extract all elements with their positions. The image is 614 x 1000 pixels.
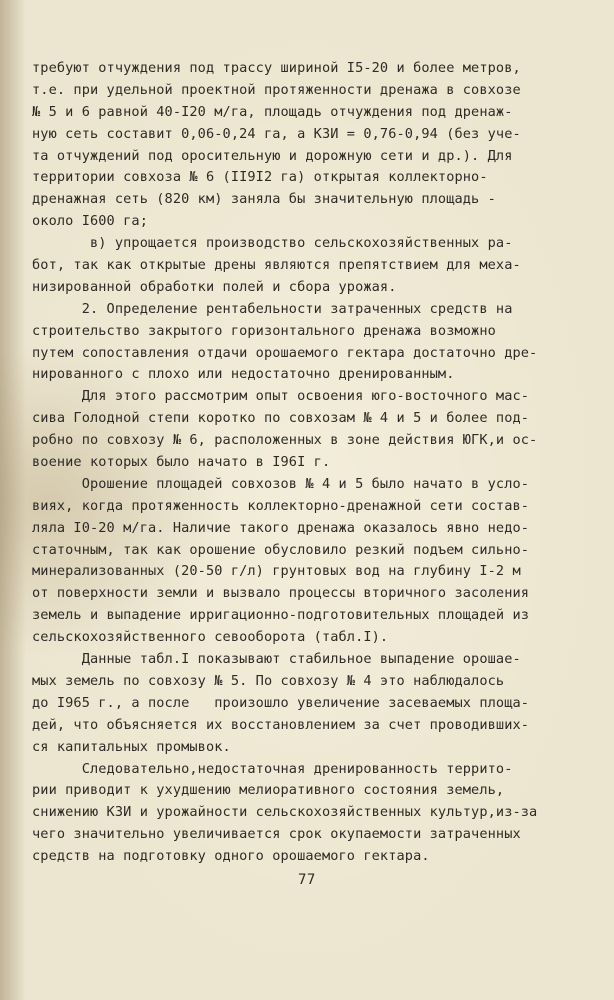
text-line: мых земель по совхозу № 5. По совхозу № 4 это наблюдалось	[32, 672, 505, 689]
text-line: бот, так как открытые дрены являются препятствием для меха-	[32, 257, 521, 274]
text-line: сельскохозяйственного севооборота (табл.I).	[32, 629, 389, 646]
text-line: 2. Определение рентабельности затраченных средств на	[32, 300, 513, 317]
text-line: Следовательно,недостаточная дренированность террито-	[32, 760, 513, 777]
text-line: от поверхности земли и вызвало процессы вторичного засоления	[32, 585, 530, 602]
text-line: виях, когда протяженность коллекторно-дренажной сети состав-	[32, 497, 530, 514]
text-line: в) упрощается производство сельскохозяйственных ра-	[32, 235, 513, 252]
text-line: Для этого рассмотрим опыт освоения юго-восточного мас-	[32, 388, 530, 405]
text-line: та отчуждений под оросительную и дорожную сети и др.). Для	[32, 147, 513, 164]
text-line: Данные табл.I показывают стабильное выпадение орошае-	[32, 651, 521, 668]
page-number: 77	[298, 872, 316, 888]
text-line: до I965 г., а после произошло увеличение засеваемых площа-	[32, 694, 530, 711]
text-line: ляла I0-20 м/га. Наличие такого дренажа оказалось явно недо-	[32, 519, 530, 536]
text-line: дренажная сеть (820 км) заняла бы значительную площадь -	[32, 191, 496, 208]
text-line: т.е. при удельной проектной протяженности дренажа в совхозе	[32, 81, 521, 98]
text-line: требуют отчуждения под трассу шириной I5-20 и более метров,	[32, 60, 521, 76]
text-line: путем сопоставления отдачи орошаемого гектара достаточно дре-	[32, 344, 538, 361]
text-line: рии приводит к ухудшению мелиоративного состояния земель,	[32, 782, 505, 799]
text-line: воение которых было начато в I96I г.	[32, 454, 331, 471]
text-line: средств на подготовку одного орошаемого гектара.	[32, 848, 430, 865]
text-line: минерализованных (20-50 г/л) грунтовых вод на глубину I-2 м	[32, 563, 521, 580]
text-line: дей, что объясняется их восстановлением за счет проводивших-	[32, 716, 530, 733]
text-line: № 5 и 6 равной 40-I20 м/га, площадь отчуждения под дренаж-	[32, 103, 513, 120]
text-line: робно по совхозу № 6, расположенных в зоне действия ЮГК,и ос-	[32, 432, 538, 449]
text-line: чего значительно увеличивается срок окупаемости затраченных	[32, 826, 521, 843]
page-spine-shadow	[0, 0, 26, 1000]
text-line: ную сеть составит 0,06-0,24 га, а КЗИ = 0,76-0,94 (без уче-	[32, 125, 521, 142]
text-line: ся капитальных промывок.	[32, 738, 231, 755]
text-line: земель и выпадение ирригационно-подготовительных площадей из	[32, 607, 530, 624]
text-line: нированного с плохо или недостаточно дренированным.	[32, 366, 455, 383]
document-body	[32, 58, 562, 868]
text-line: сива Голодной степи коротко по совхозам № 4 и 5 и более под-	[32, 410, 530, 427]
text-line: Орошение площадей совхозов № 4 и 5 было начато в усло-	[32, 475, 530, 492]
text-line: около I600 га;	[32, 213, 148, 230]
text-line: строительство закрытого горизонтального дренажа возможно	[32, 322, 496, 339]
text-line: низированной обработки полей и сбора урожая.	[32, 278, 397, 295]
text-line: снижению КЗИ и урожайности сельскохозяйственных культур,из-за	[32, 804, 538, 821]
text-line: территории совхоза № 6 (II9I2 га) открытая коллекторно-	[32, 169, 488, 186]
text-line: статочным, так как орошение обусловило резкий подъем сильно-	[32, 541, 530, 558]
